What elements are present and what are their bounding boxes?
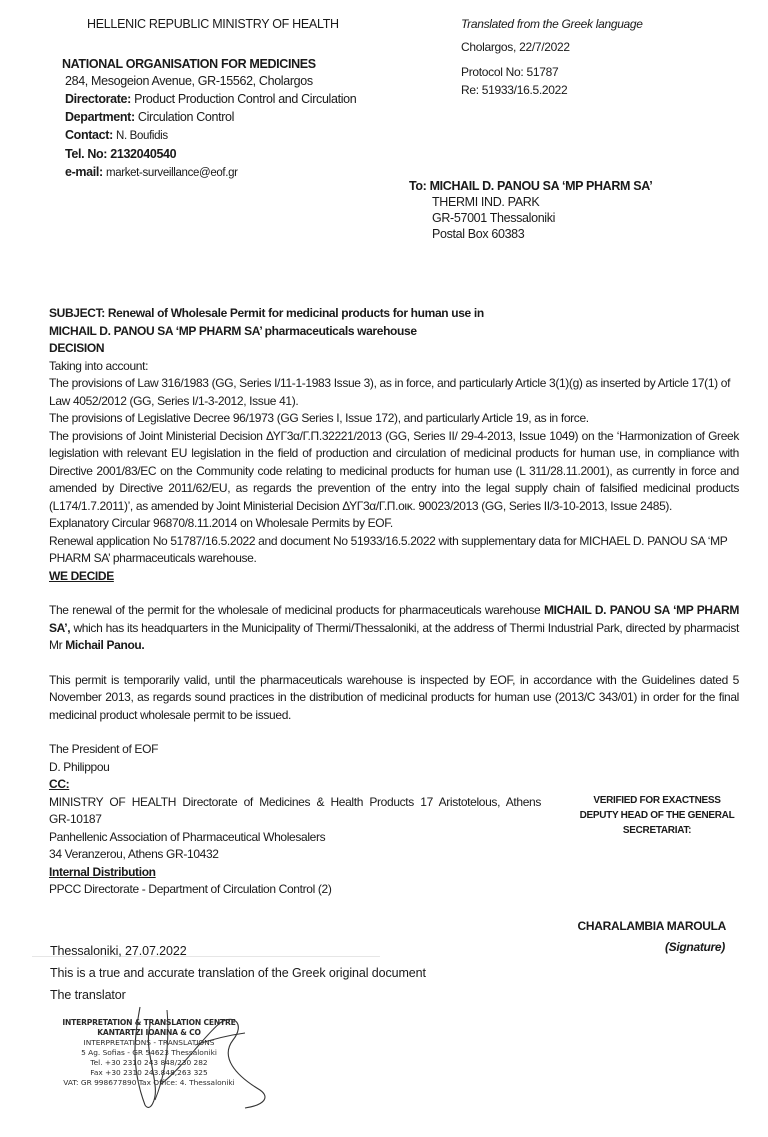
- reference-number: Re: 51933/16.5.2022: [461, 83, 568, 97]
- organisation-name: NATIONAL ORGANISATION FOR MEDICINES: [62, 57, 316, 71]
- recipient-address-1: THERMI IND. PARK: [432, 195, 540, 209]
- decision-text: which has its headquarters in the Municipality of Thermi/Thessaloniki, at the address of Thermi Industrial Park, directed by pharmacist Mr: [49, 620, 739, 652]
- email-label: e-mail:: [65, 165, 103, 179]
- stamp-line-7: VAT: GR 998677890 Tax Office: 4. Thessaloniki: [63, 1078, 235, 1087]
- stamp-line-4: 5 Ag. Sofias - GR 54623 Thessaloniki: [81, 1048, 217, 1057]
- verifier-name: CHARALAMBIA MAROULA: [577, 919, 726, 933]
- protocol-number: Protocol No: 51787: [461, 65, 559, 79]
- we-decide-heading: WE DECIDE: [49, 568, 114, 583]
- consideration-item: The provisions of Joint Ministerial Decision ΔΥΓ3α/Γ.Π.32221/2013 (GG, Series II/ 29-4-2013, Issue 1049) on the ‘Harmonization of Greek legislation with relevant EU legislation in the field of production and circulation of medicinal products for human use, in compliance with Directive 2001/83/EC on the Community code relating to medicinal products for human use (L 311/28.11.2001), as currently in force and amended by Directive 2011/62/EU, as regards the prevention of the entry into the legal supply chain of falsified medicinal products (L174/1.7.2011)’, as amended by Joint Ministerial Decision ΔΥΓ3α/Γ.Π.οικ. 90023/2013 (GG, Series II/3-10-2013, Issue 2485).: [49, 428, 739, 513]
- verification-line-1: VERIFIED FOR EXACTNESS: [593, 795, 721, 806]
- translation-certification: [50, 940, 426, 1006]
- recipient-name: MICHAIL D. PANOU SA ‘MP PHARM SA’: [429, 179, 653, 193]
- department-label: Department:: [65, 110, 135, 124]
- warehouse-name: MICHAIL D. PANOU SA ‘MP PHARM SA’,: [49, 603, 739, 635]
- document-meta: [461, 17, 643, 99]
- pharmacist-name: Michail Panou.: [65, 638, 145, 652]
- decision-paragraph-1: [49, 602, 739, 655]
- issue-place-date: Cholargos, 22/7/2022: [461, 40, 570, 54]
- directorate-label: Directorate:: [65, 92, 131, 106]
- stamp-line-3: INTERPRETATIONS - TRANSLATIONS: [83, 1038, 215, 1047]
- organisation-address: 284, Mesogeion Avenue, GR-15562, Cholargos: [65, 74, 313, 88]
- contact-row: [62, 126, 356, 145]
- stamp-line-1: INTERPRETATION & TRANSLATION CENTRE: [62, 1018, 236, 1027]
- subject-line-2: MICHAIL D. PANOU SA ‘MP PHARM SA’ pharmaceuticals warehouse: [49, 323, 417, 338]
- decision-paragraph-2: This permit is temporarily valid, until the pharmaceuticals warehouse is inspected by EOF, in accordance with the Guidelines dated 5 November 2013, as regards sound practices in the distribution of medicinal products for human use (2013/C 343/01) in order for the final medicinal product wholesale permit to be issued.: [49, 672, 739, 722]
- to-label: To:: [409, 179, 427, 193]
- ministry-header: HELLENIC REPUBLIC MINISTRY OF HEALTH: [87, 17, 339, 31]
- tel-label: Tel. No:: [65, 147, 108, 161]
- issuer-block: [62, 56, 356, 182]
- internal-distribution-heading: Internal Distribution: [49, 864, 156, 879]
- contact-label: Contact:: [65, 128, 113, 142]
- signature-note: (Signature): [664, 940, 725, 954]
- directorate-value: Product Production Control and Circulation: [134, 92, 357, 106]
- recipient-address-3: Postal Box 60383: [432, 227, 525, 241]
- handwritten-signature-icon: [95, 1005, 295, 1115]
- cc-line-4: 34 Veranzerou, Athens GR-10432: [49, 847, 219, 861]
- department-value: Circulation Control: [137, 110, 235, 124]
- subject-line-1: SUBJECT: Renewal of Wholesale Permit for medicinal products for human use in: [49, 306, 484, 320]
- directorate-row: [62, 90, 356, 108]
- recipient-block: [409, 178, 652, 242]
- stamp-line-2: KANTARTZI IOANNA & CO: [97, 1028, 201, 1037]
- signoff-name: D. Philippou: [49, 759, 110, 774]
- contact-value: N. Boufidis: [116, 130, 168, 142]
- consideration-item: The provisions of Law 316/1983 (GG, Series I/11-1-1983 Issue 3), as in force, and particularly Article 3(1)(g) as inserted by Article 17(1) of Law 4052/2012 (GG, Series I/1-3-2012, Issue 41).: [49, 376, 731, 408]
- email-value: market-surveillance@eof.gr: [105, 167, 238, 179]
- considerations-intro: Taking into account:: [49, 358, 149, 373]
- cc-heading: CC:: [49, 777, 70, 791]
- verification-line-2: DEPUTY HEAD OF THE GENERAL: [579, 810, 735, 821]
- email-row: [62, 163, 356, 182]
- stamp-line-6: Fax +30 2310 243.848,263 325: [90, 1068, 208, 1077]
- consideration-item: Explanatory Circular 96870/8.11.2014 on Wholesale Permits by EOF.: [49, 516, 393, 530]
- internal-distribution-line: PPCC Directorate - Department of Circulation Control (2): [49, 882, 332, 896]
- signoff-title: The President of EOF: [49, 742, 159, 756]
- decision-text: The renewal of the permit for the wholesale of medicinal products for pharmaceuticals warehouse: [49, 603, 544, 617]
- consideration-item: The provisions of Legislative Decree 96/1973 (GG Series I, Issue 172), and particularly Article 19, as in force.: [49, 411, 589, 425]
- translator-label: The translator: [50, 988, 126, 1002]
- verification-line-3: SECRETARIAT:: [622, 825, 692, 836]
- consideration-item: Renewal application No 51787/16.5.2022 and document No 51933/16.5.2022 with supplementary data for MICHAEL D. PANOU SA ‘MP PHARM SA’ pharmaceuticals warehouse.: [49, 533, 728, 565]
- verification-block: [577, 793, 737, 838]
- department-row: [62, 108, 356, 126]
- translation-note: Translated from the Greek language: [461, 17, 643, 31]
- stamp-line-5: Tel. +30 2310 243 848/230 282: [90, 1058, 208, 1067]
- cc-line-3: Panhellenic Association of Pharmaceutical Wholesalers: [49, 829, 326, 844]
- translation-place-date: Thessaloniki, 27.07.2022: [50, 944, 187, 958]
- cc-line-2: GR-10187: [49, 812, 102, 826]
- tel-value: 2132040540: [110, 147, 177, 161]
- recipient-address-2: GR-57001 Thessaloniki: [432, 211, 556, 225]
- cc-line-1: MINISTRY OF HEALTH Directorate of Medicines & Health Products 17 Aristotelous, Athens: [49, 794, 541, 809]
- recipient-name-row: [409, 178, 652, 194]
- translation-statement: This is a true and accurate translation of the Greek original document: [50, 966, 426, 980]
- tel-row: [62, 145, 356, 163]
- decision-heading: DECISION: [49, 341, 105, 355]
